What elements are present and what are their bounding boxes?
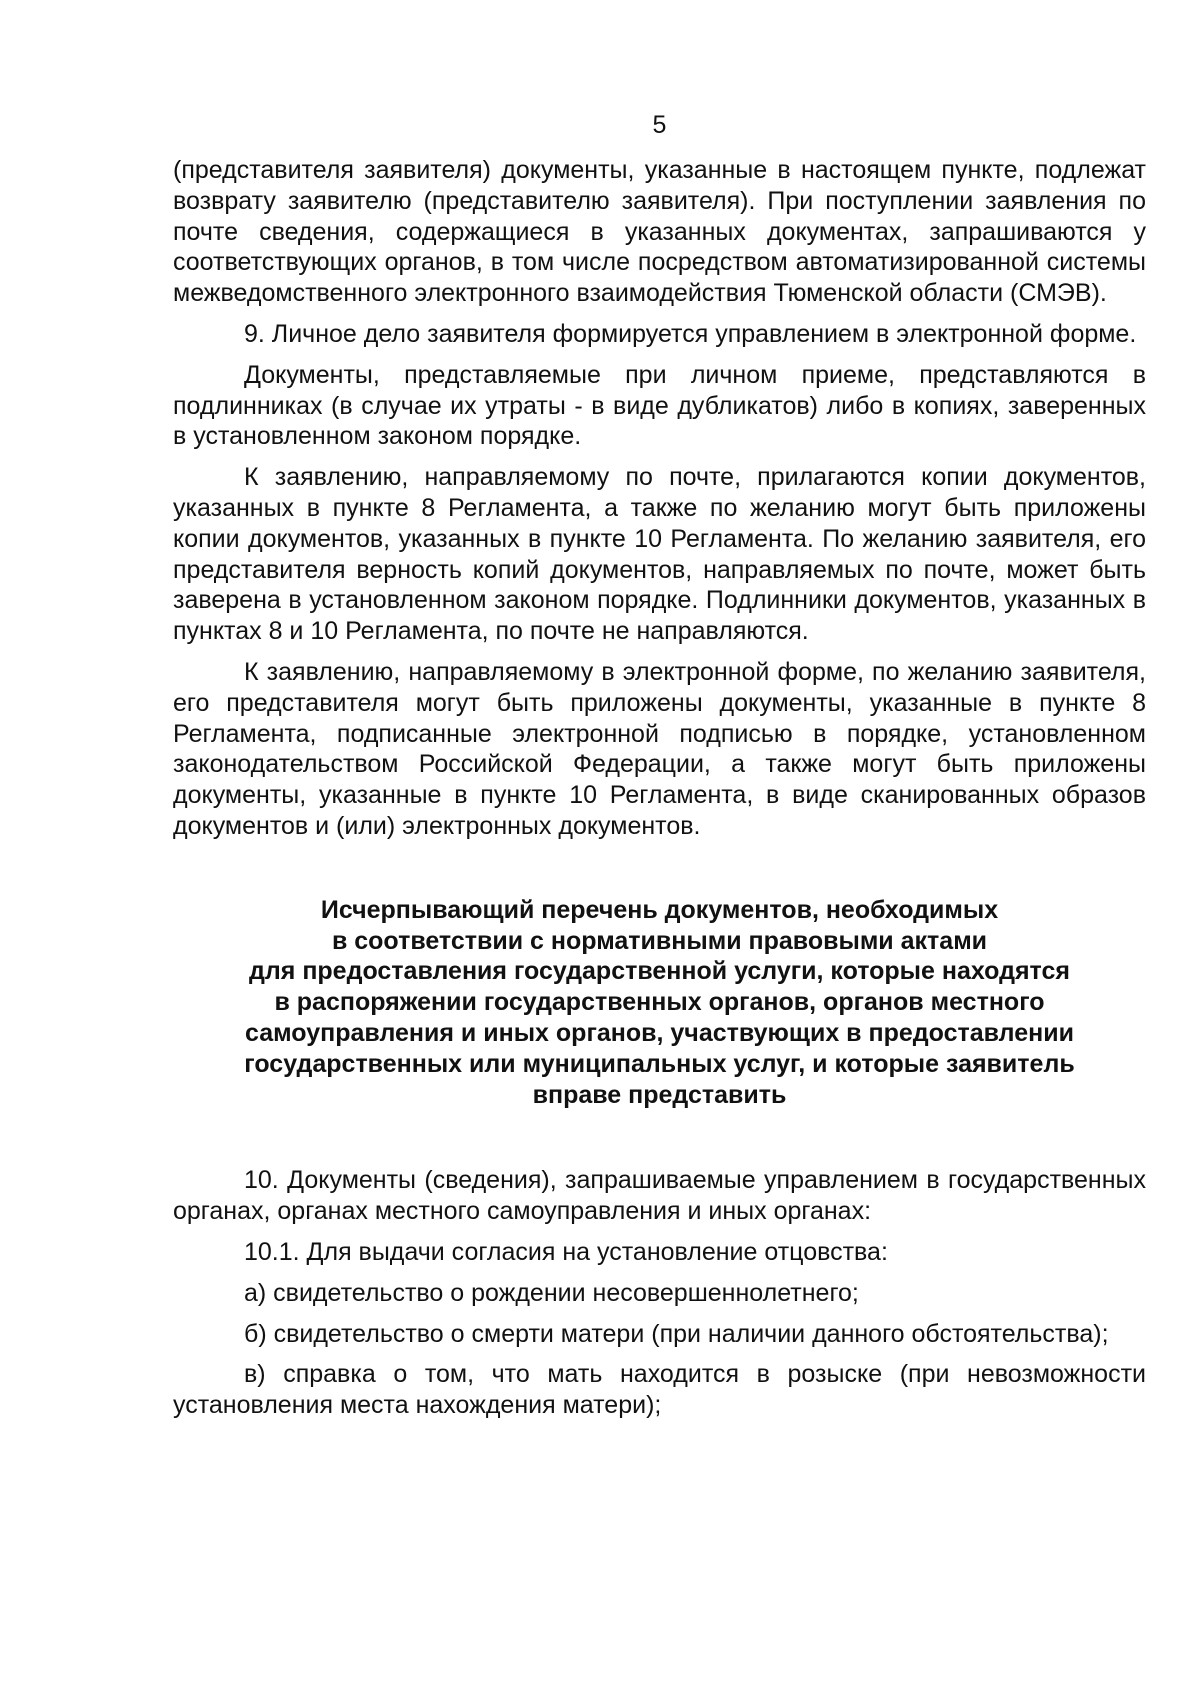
paragraph: К заявлению, направляемому по почте, прилагаются копии документов, указанных в пункте 8 Регламента, а также по желанию могут быть приложены копии документов, указанных в пункте 10 Регламента. По желанию заявителя, его представителя верность копий документов, направляемых по почте, может быть заверена в установленном законом порядке. Подлинники документов, указанных в пунктах 8 и 10 Регламента, по почте не направляются. (173, 463, 1146, 646)
document-page (173, 110, 1146, 1421)
page-number: 5 (652, 111, 667, 139)
section-title-line: государственных или муниципальных услуг, и которые заявитель (244, 1049, 1075, 1078)
paragraph: Документы, представляемые при личном приеме, представляются в подлинниках (в случае их утраты - в виде дубликатов) либо в копиях, заверенных в установленном законом порядке. (173, 360, 1146, 451)
section-title-line: для предоставления государственной услуги, которые находятся (249, 957, 1070, 986)
list-item: а) свидетельство о рождении несовершеннолетнего; (244, 1278, 859, 1307)
list-item: в) справка о том, что мать находится в розыске (при невозможности установления места нахождения матери); (173, 1360, 1146, 1420)
paragraph: 10.1. Для выдачи согласия на установление отцовства: (244, 1237, 888, 1266)
section-title-line: самоуправления и иных органов, участвующих в предоставлении (245, 1018, 1074, 1047)
paragraph: (представителя заявителя) документы, указанные в настоящем пункте, подлежат возврату заявителю (представителю заявителя). При поступлении заявления по почте сведения, содержащиеся в указанных документах, запрашиваются у соответствующих органов, в том числе посредством автоматизированной системы межведомственного электронного взаимодействия Тюменской области (СМЭВ). (173, 156, 1146, 308)
section-title (173, 895, 1146, 1111)
list-item: б) свидетельство о смерти матери (при наличии данного обстоятельства); (244, 1319, 1109, 1348)
paragraphs-before (173, 155, 1146, 842)
paragraphs-after (173, 1165, 1146, 1421)
paragraph: К заявлению, направляемому в электронной форме, по желанию заявителя, его представителя могут быть приложены документы, указанные в пункте 8 Регламента, подписанные электронной подписью в порядке, установленном законодательством Российской Федерации, а также могут быть приложены документы, указанные в пункте 10 Регламента, в виде сканированных образов документов и (или) электронных документов. (173, 657, 1146, 840)
section-title-line: Исчерпывающий перечень документов, необходимых (320, 895, 999, 924)
paragraph: 10. Документы (сведения), запрашиваемые управлением в государственных органах, органах местного самоуправления и иных органах: (173, 1166, 1146, 1226)
paragraph: 9. Личное дело заявителя формируется управлением в электронной форме. (244, 319, 1137, 348)
section-title-line: вправе представить (532, 1080, 787, 1109)
section-title-line: в распоряжении государственных органов, органов местного (274, 988, 1045, 1017)
section-title-line: в соответствии с нормативными правовыми актами (331, 926, 988, 955)
